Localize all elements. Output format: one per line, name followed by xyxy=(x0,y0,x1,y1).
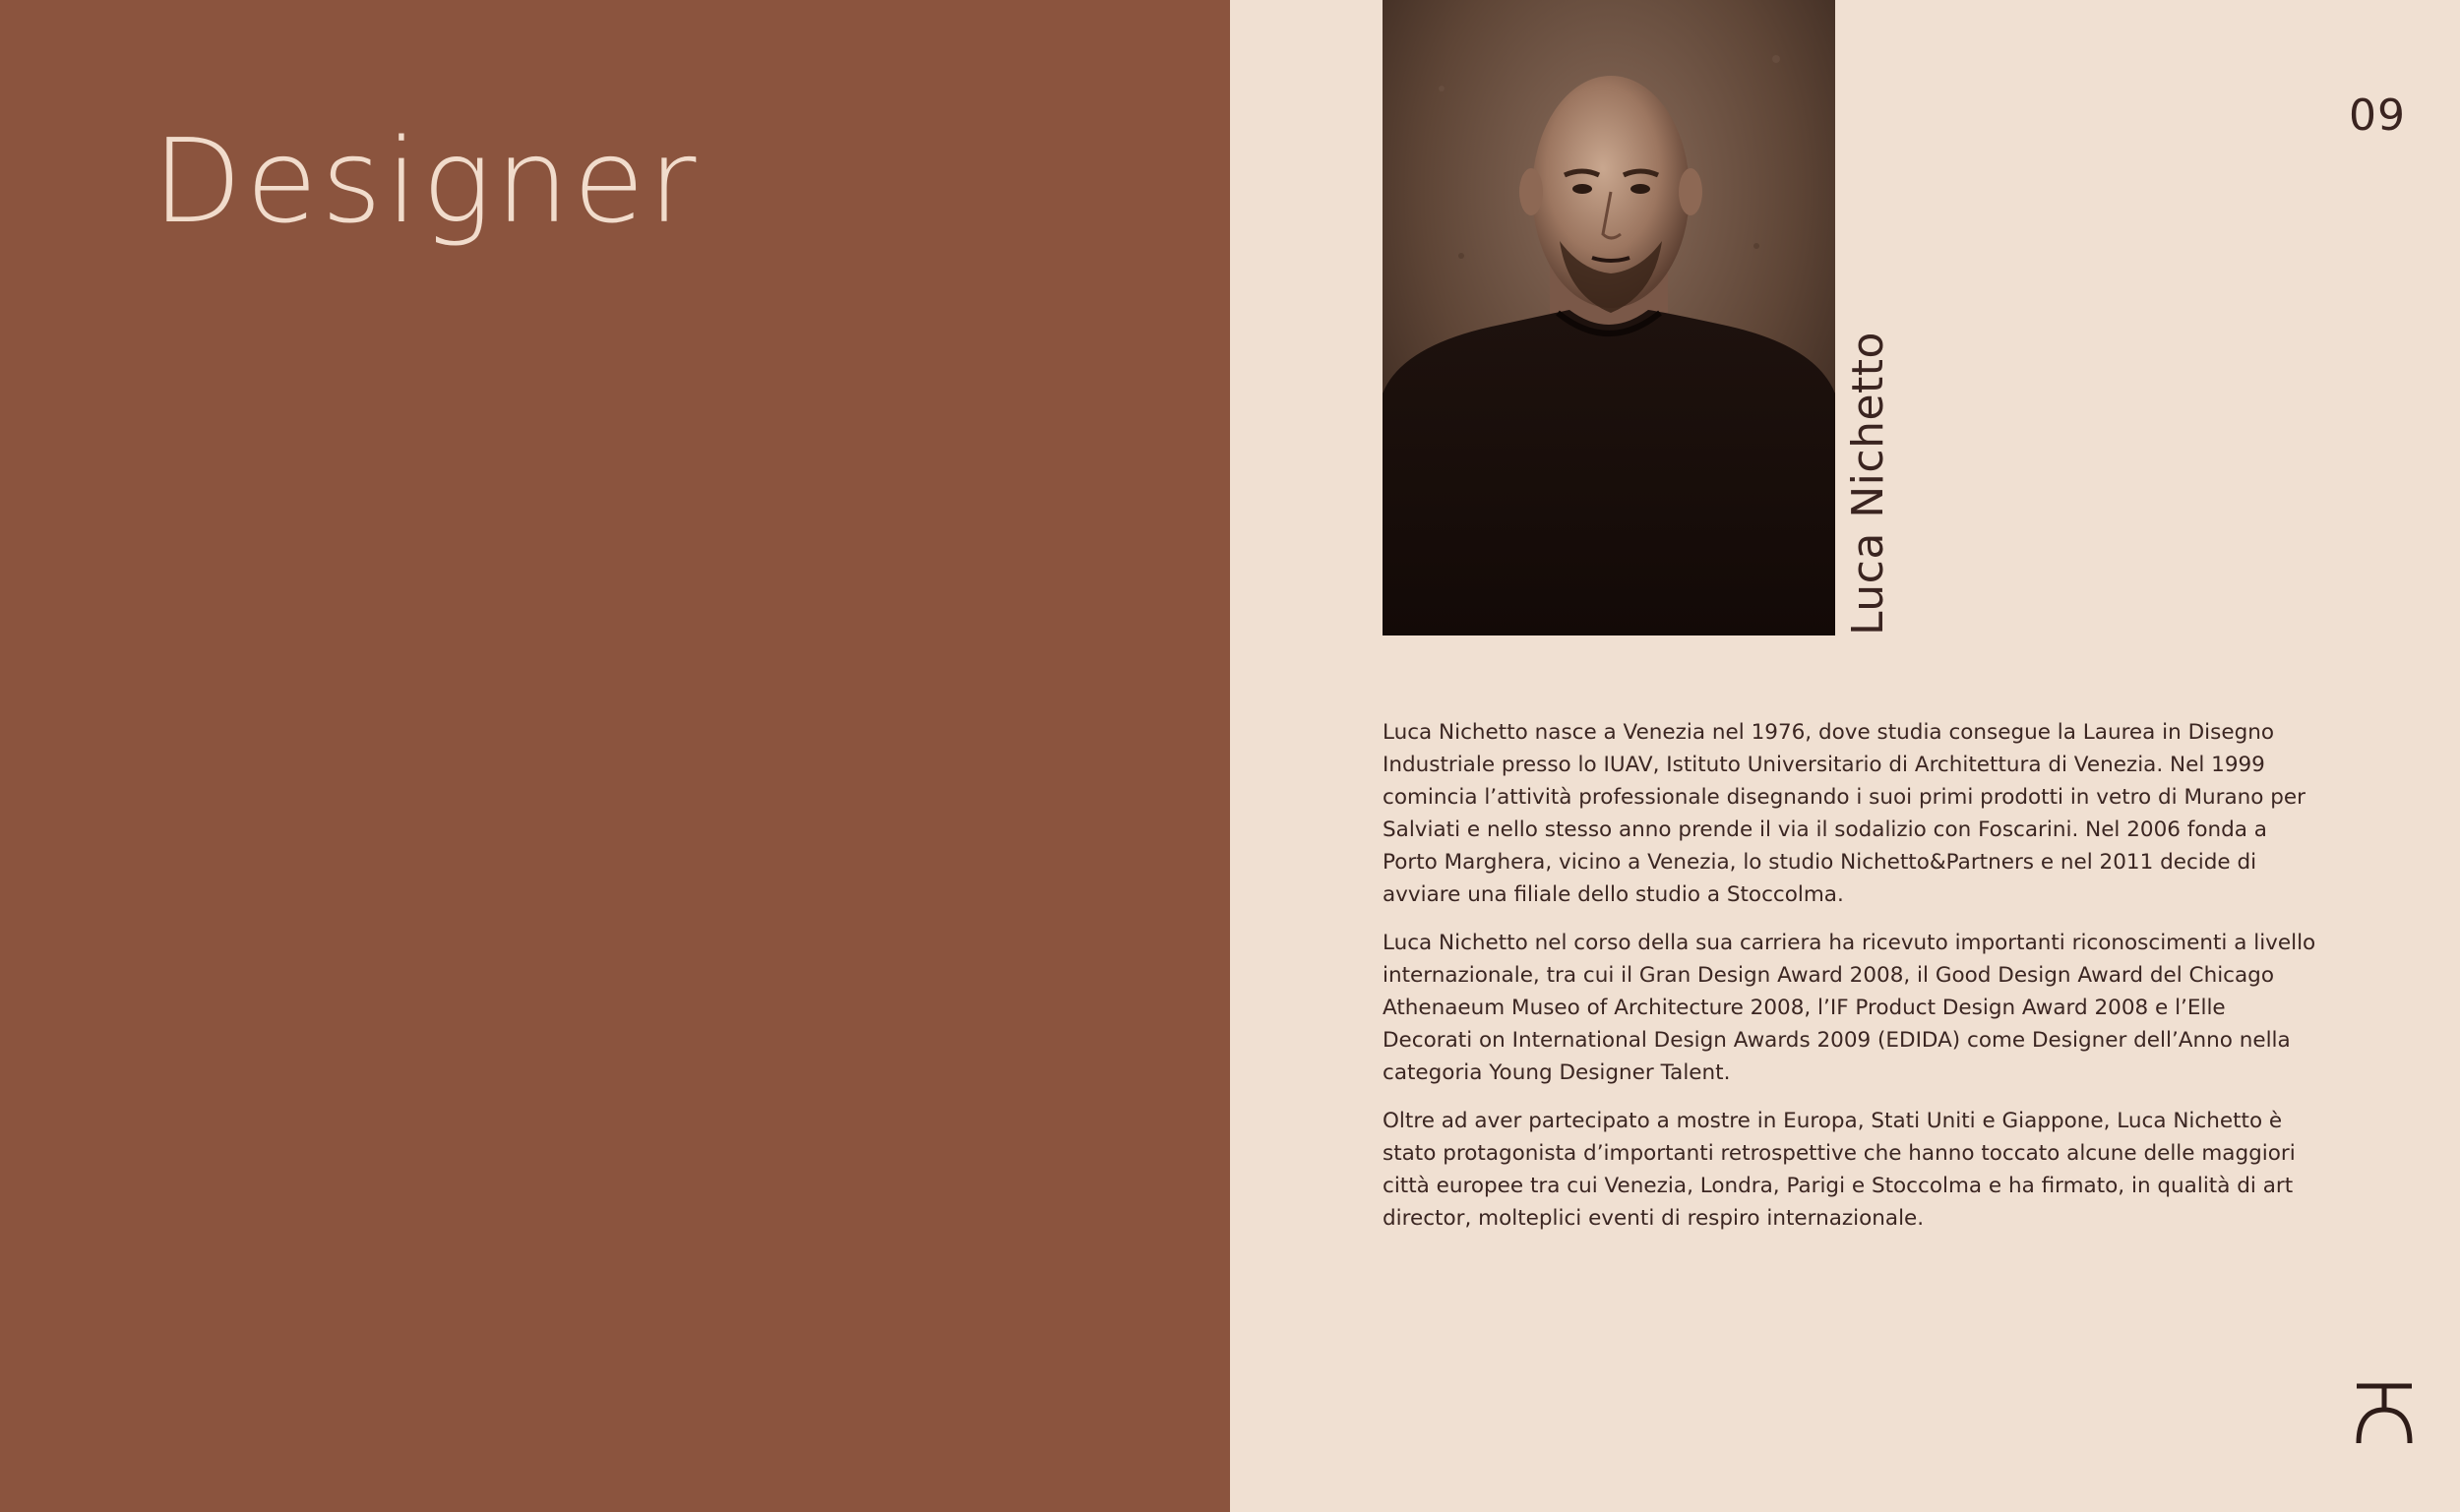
designer-name: Luca Nichetto xyxy=(1843,332,1893,635)
bio-paragraph: Luca Nichetto nasce a Venezia nel 1976, dove studia consegue la Laurea in Disegno Industriale presso lo IUAV, Istituto Universitario di Architettura di Venezia. Nel 1999 comincia l’attività professionale disegnando i suoi primi prodotti in vetro di Murano per Salviati e nello stesso anno prende il via il sodalizio con Foscarini. Nel 2006 fonda a Porto Marghera, vicino a Venezia, lo studio Nichetto&Partners e nel 2011 decide di avviare una filiale dello studio a Stoccolma. xyxy=(1383,720,2306,907)
bio-paragraph: Oltre ad aver partecipato a mostre in Europa, Stati Uniti e Giappone, Luca Nichetto è stato protagonista d’importanti retrospettive che hanno toccato alcune delle maggiori città europee tra cui Venezia, Londra, Parigi e Stoccolma e ha firmato, in qualità di art director, molteplici eventi di respiro internazionale. xyxy=(1383,1109,2296,1231)
bio-paragraph: Luca Nichetto nel corso della sua carriera ha ricevuto importanti riconoscimenti a livello internazionale, tra cui il Gran Design Award 2008, il Good Design Award del Chicago Athenaeum Museo of Architecture 2008, l’IF Product Design Award 2008 e l’Elle Decorati on International Design Awards 2009 (EDIDA) come Designer dell’Anno nella categoria Young Designer Talent. xyxy=(1383,931,2316,1085)
section-title: Designer xyxy=(153,113,701,249)
designer-portrait-photo xyxy=(1383,0,1835,635)
page-number: 09 xyxy=(2349,91,2406,141)
right-page xyxy=(1230,0,2460,1512)
brand-monogram-logo xyxy=(2355,1382,2414,1445)
designer-biography xyxy=(1383,716,2317,1250)
